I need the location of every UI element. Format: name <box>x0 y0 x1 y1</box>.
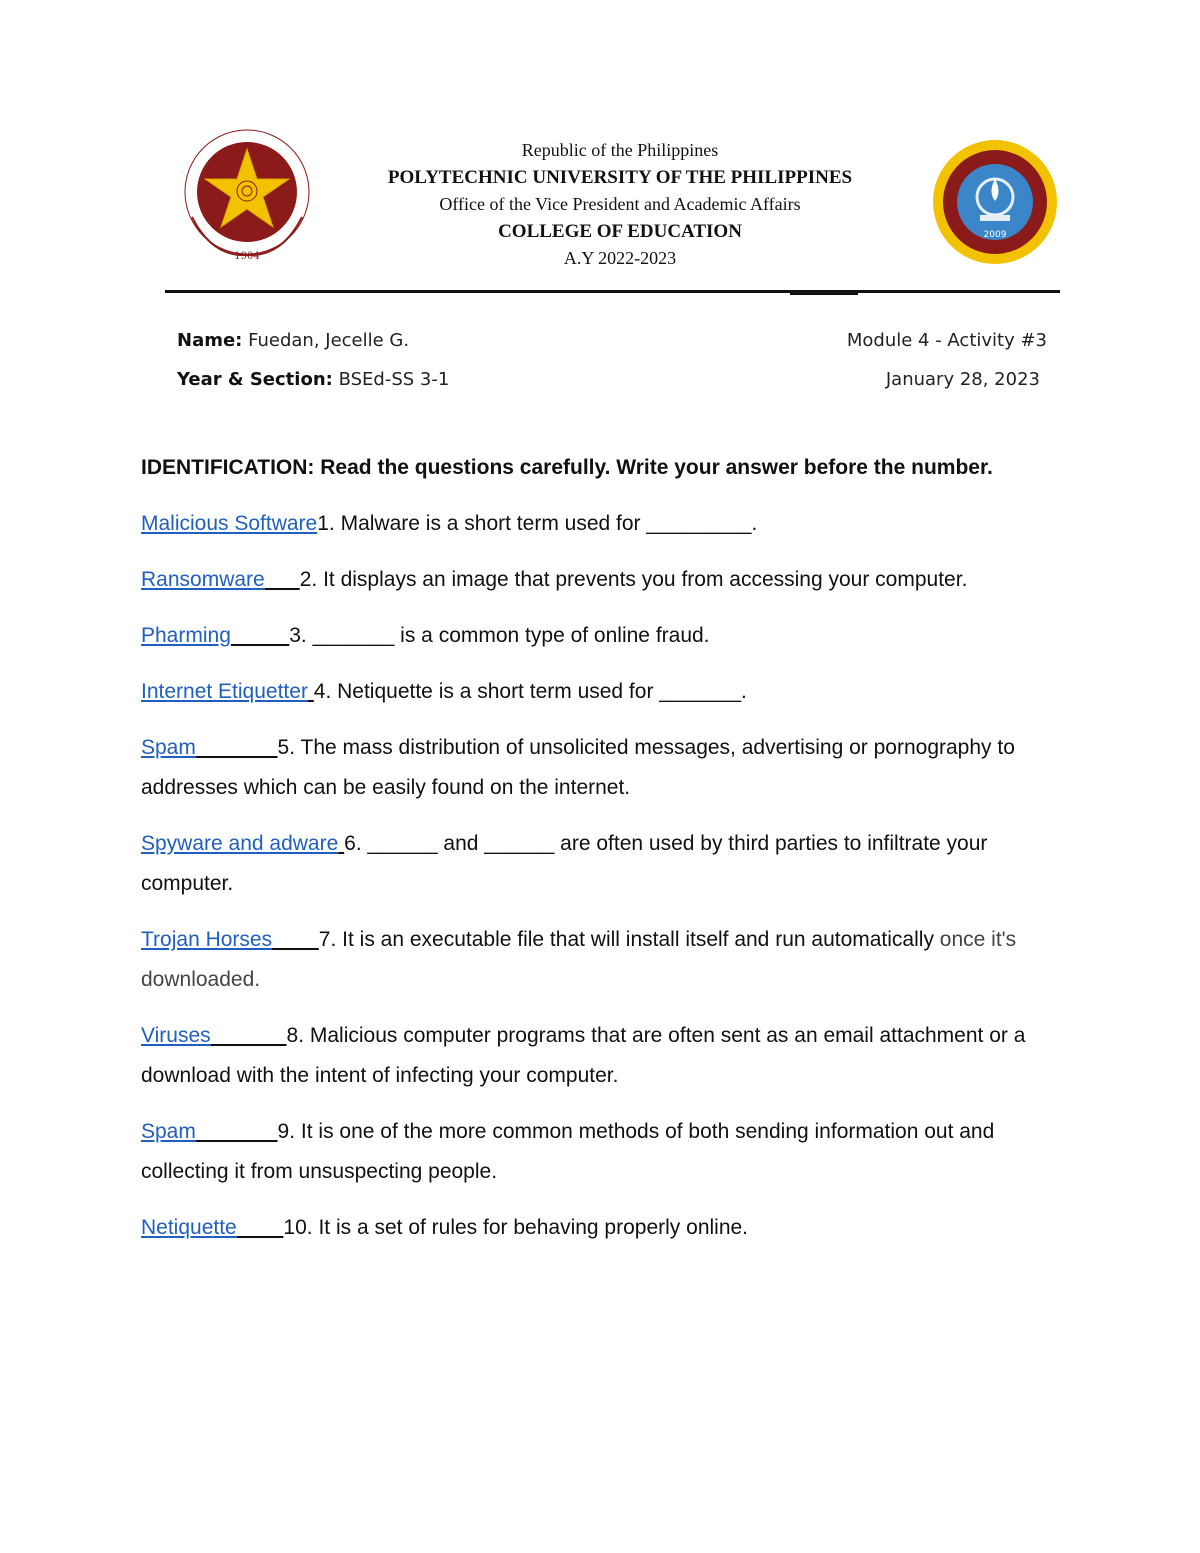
pup-seal-logo <box>182 127 312 263</box>
question-item <box>141 560 1061 600</box>
question-text: 1. Malware is a short term used for _________. <box>317 512 758 535</box>
section-value: BSEd-SS 3-1 <box>332 369 450 390</box>
section-label: Year & Section: <box>177 369 333 390</box>
header-divider <box>165 290 1060 293</box>
question-item <box>141 504 1061 544</box>
letterhead-line-republic: Republic of the Philippines <box>521 140 719 160</box>
name-value: Fuedan, Jecelle G. <box>242 330 410 351</box>
question-text: 5. The mass distribution of unsolicited messages, advertising or pornography to addresses which can be easily found on the internet. <box>141 736 1015 799</box>
instructions: IDENTIFICATION: Read the questions carefully. Write your answer before the number. <box>141 456 993 479</box>
answer-link[interactable]: Spyware and adware <box>141 832 339 855</box>
student-section <box>177 369 449 390</box>
answer-link[interactable]: Pharming <box>141 624 231 647</box>
answer-fill <box>231 624 289 647</box>
answer-fill <box>237 1216 284 1239</box>
letterhead-line-university: POLYTECHNIC UNIVERSITY OF THE PHILIPPINES <box>387 167 853 188</box>
answer-fill <box>196 1120 278 1143</box>
answer-fill <box>272 928 319 951</box>
answer-link[interactable]: Malicious Software <box>141 512 318 535</box>
answer-link[interactable]: Netiquette <box>141 1216 237 1239</box>
question-item <box>141 1208 1061 1248</box>
student-name <box>177 330 409 351</box>
question-text: 6. ______ and ______ are often used by third parties to infiltrate your computer. <box>141 832 988 895</box>
answer-link[interactable]: Spam <box>141 736 196 759</box>
answer-link[interactable]: Spam <box>141 1120 196 1143</box>
answer-fill <box>211 1024 287 1047</box>
letterhead-line-academic-year: A.Y 2022-2023 <box>563 248 677 268</box>
answer-link[interactable]: Ransomware <box>141 568 265 591</box>
college-of-education-logo <box>930 137 1060 267</box>
answer-fill <box>265 568 300 591</box>
answer-link[interactable]: Viruses <box>141 1024 211 1047</box>
question-text: 3. _______ is a common type of online fraud. <box>289 624 710 647</box>
question-item <box>141 1016 1061 1096</box>
module-activity: Module 4 - Activity #3 <box>846 330 1047 351</box>
question-text: 7. It is an executable file that will install itself and run automatically <box>318 928 934 951</box>
answer-link[interactable]: Internet Etiquetter <box>141 680 308 703</box>
question-item <box>141 728 1061 808</box>
question-text-tail: once it's downloaded. <box>141 928 1017 991</box>
question-text: 9. It is one of the more common methods of both sending information out and collecting it from unsuspecting people. <box>141 1120 995 1183</box>
letterhead-line-office: Office of the Vice President and Academic Affairs <box>439 194 801 214</box>
header-divider-accent <box>790 293 858 295</box>
college-logo-year: 2009 <box>983 230 1007 240</box>
letterhead <box>300 137 940 272</box>
question-item <box>141 616 1061 656</box>
answer-fill <box>196 736 278 759</box>
pup-seal-year: 1904 <box>234 251 260 262</box>
question-text: 4. Netiquette is a short term used for _______. <box>313 680 747 703</box>
question-item <box>141 672 1061 712</box>
question-item <box>141 824 1061 904</box>
question-text: 10. It is a set of rules for behaving properly online. <box>283 1216 749 1239</box>
question-item <box>141 1112 1061 1192</box>
submission-date: January 28, 2023 <box>885 369 1040 390</box>
question-text: 8. Malicious computer programs that are often sent as an email attachment or a download with the intent of infecting your computer. <box>141 1024 1026 1087</box>
answer-link[interactable]: Trojan Horses <box>141 928 273 951</box>
question-text: 2. It displays an image that prevents you from accessing your computer. <box>299 568 968 591</box>
question-item <box>141 920 1061 1000</box>
name-label: Name: <box>177 330 243 351</box>
letterhead-line-college: COLLEGE OF EDUCATION <box>498 221 742 242</box>
activity-body <box>141 448 1061 1264</box>
